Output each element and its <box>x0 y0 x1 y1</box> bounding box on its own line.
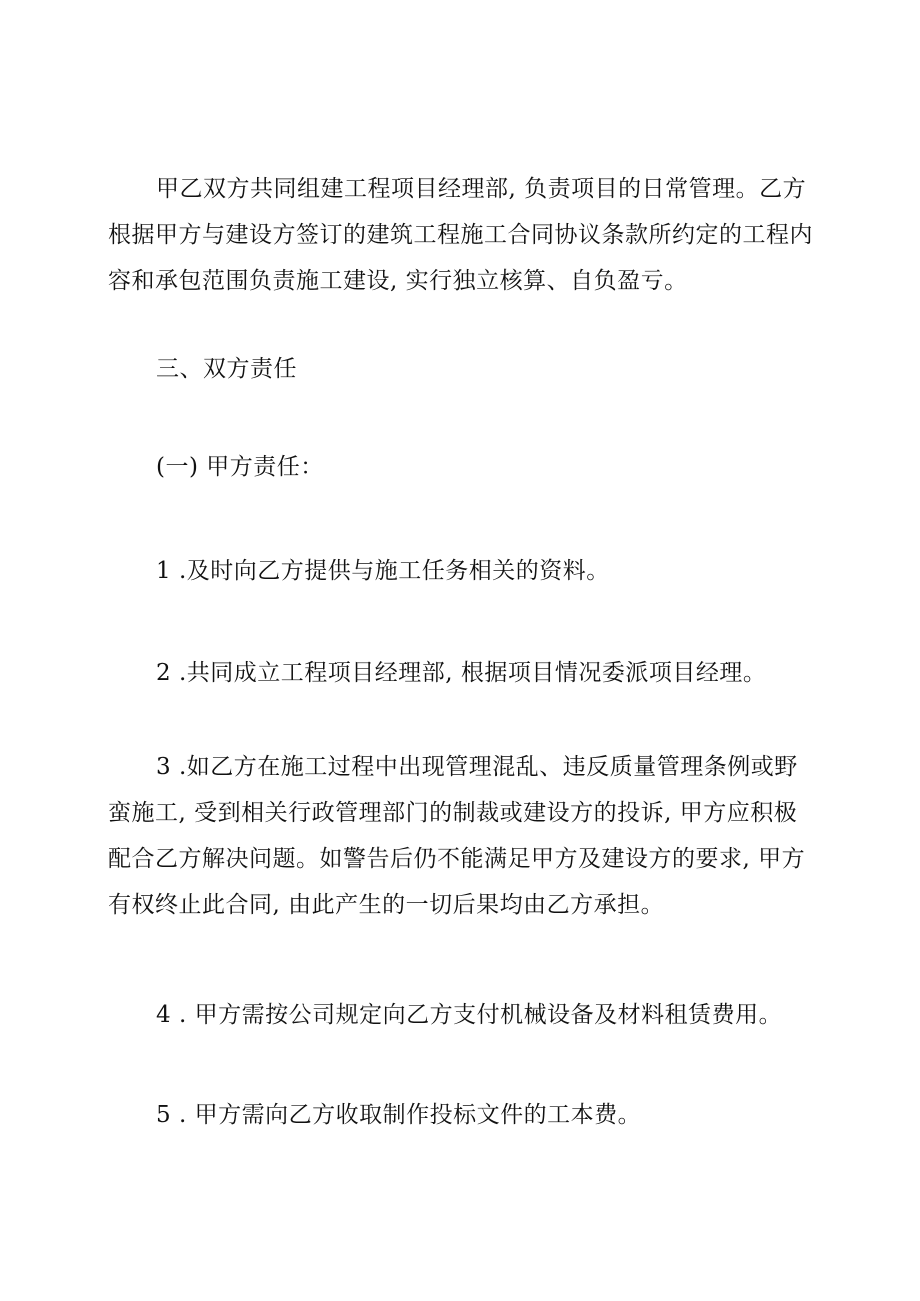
section-heading: 三、双方责任 <box>156 356 297 382</box>
subsection-heading: (一) 甲方责任： <box>156 454 324 480</box>
intro-paragraph: 甲乙双方共同组建工程项目经理部, 负责项目的日常管理。乙方根据甲方与建设方签订的建筑工程施工合同协议条款所约定的工程内容和承包范围负责施工建设, 实行独立核算、自负盈亏。 <box>108 176 813 294</box>
list-item: 3 .如乙方在施工过程中出现管理混乱、违反质量管理条例或野蛮施工, 受到相关行政管理部门的制裁或建设方的投诉, 甲方应积极配合乙方解决问题。如警告后仍不能满足甲方及建设方的要求, 甲方有权终止此合同, 由此产生的一切后果均由乙方承担。 <box>108 754 806 918</box>
list-item: 5 . 甲方需向乙方收取制作投标文件的工本费。 <box>156 1102 642 1128</box>
list-item: 2 .共同成立工程项目经理部, 根据项目情况委派项目经理。 <box>156 660 767 686</box>
list-item: 4 . 甲方需按公司规定向乙方支付机械设备及材料租赁费用。 <box>156 1002 783 1028</box>
list-item: 1 .及时向乙方提供与施工任务相关的资料。 <box>156 558 610 584</box>
